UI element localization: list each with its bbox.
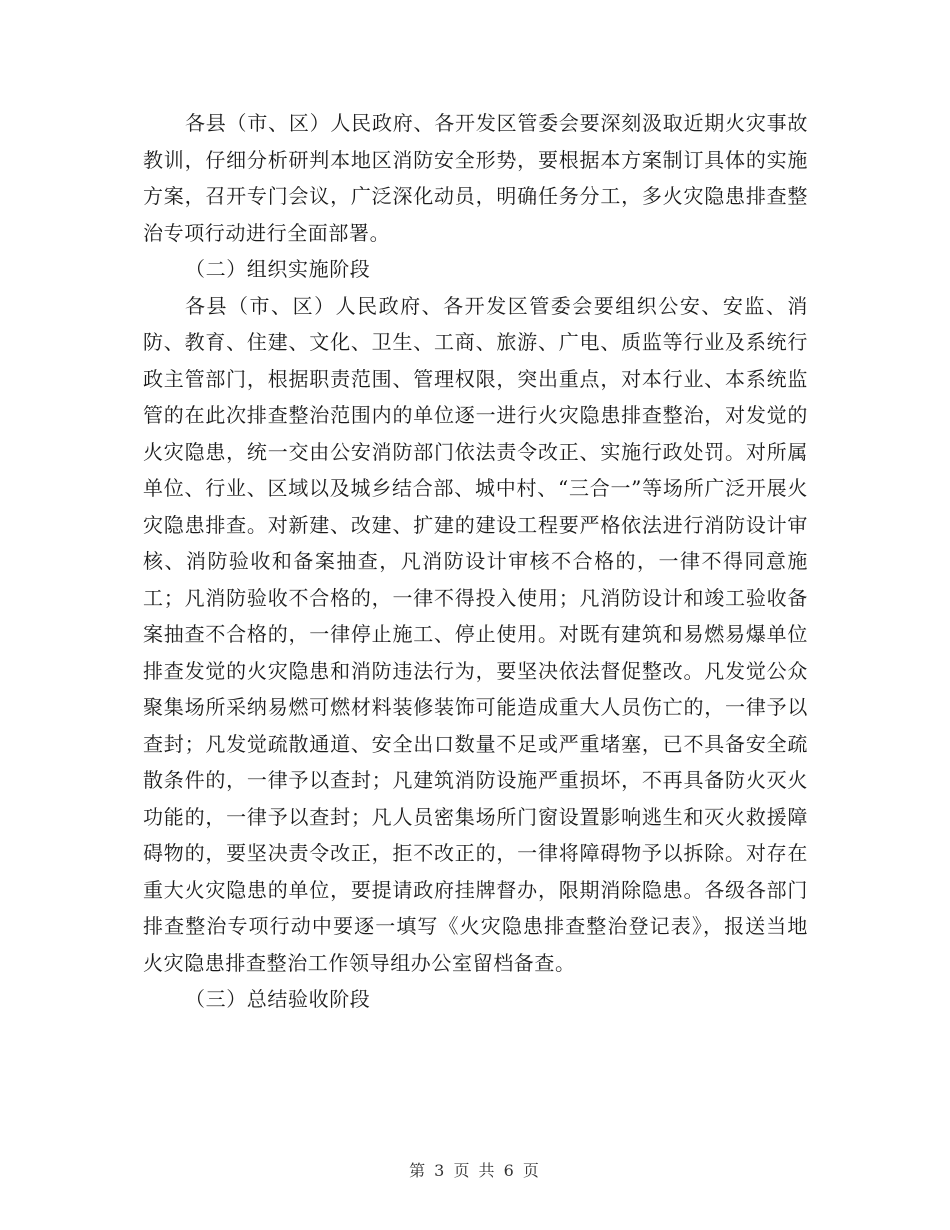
section-heading-implementation: （二）组织实施阶段: [185, 257, 371, 281]
section-heading-summary: （三）总结验收阶段: [185, 987, 371, 1011]
page-number-footer: 第 3 页 共 6 页: [409, 1161, 541, 1180]
document-body: [143, 105, 808, 1018]
paragraph-deployment: 各县（市、区）人民政府、各开发区管委会要深刻汲取近期火灾事故教训，仔细分析研判本地区消防安全形势，要根据本方案制订具体的实施方案，召开专门会议，广泛深化动员，明确任务分工，多火灾隐患排查整治专项行动进行全面部署。: [143, 111, 808, 245]
paragraph-implementation: 各县（市、区）人民政府、各开发区管委会要组织公安、安监、消防、教育、住建、文化、卫生、工商、旅游、广电、质监等行业及系统行政主管部门，根据职责范围、管理权限，突出重点，对本行业、本系统监管的在此次排查整治范围内的单位逐一进行火灾隐患排查整治，对发觉的火灾隐患，统一交由公安消防部门依法责令改正、实施行政处罚。对所属单位、行业、区域以及城乡结合部、城中村、“三合一”等场所广泛开展火灾隐患排查。对新建、改建、扩建的建设工程要严格依法进行消防设计审核、消防验收和备案抽查，凡消防设计审核不合格的，一律不得同意施工；凡消防验收不合格的，一律不得投入使用；凡消防设计和竣工验收备案抽查不合格的，一律停止施工、停止使用。对既有建筑和易燃易爆单位排查发觉的火灾隐患和消防违法行为，要坚决依法督促整改。凡发觉公众聚集场所采纳易燃可燃材料装修装饰可能造成重大人员伤亡的，一律予以查封；凡发觉疏散通道、安全出口数量不足或严重堵塞，已不具备安全疏散条件的，一律予以查封；凡建筑消防设施严重损坏，不再具备防火灭火功能的，一律予以查封；凡人员密集场所门窗设置影响逃生和灭火救援障碍物的，要坚决责令改正，拒不改正的，一律将障碍物予以拆除。对存在重大火灾隐患的单位，要提请政府挂牌督办，限期消除隐患。各级各部门排查整治专项行动中要逐一填写《火灾隐患排查整治登记表》，报送当地火灾隐患排查整治工作领导组办公室留档备查。: [143, 293, 808, 975]
